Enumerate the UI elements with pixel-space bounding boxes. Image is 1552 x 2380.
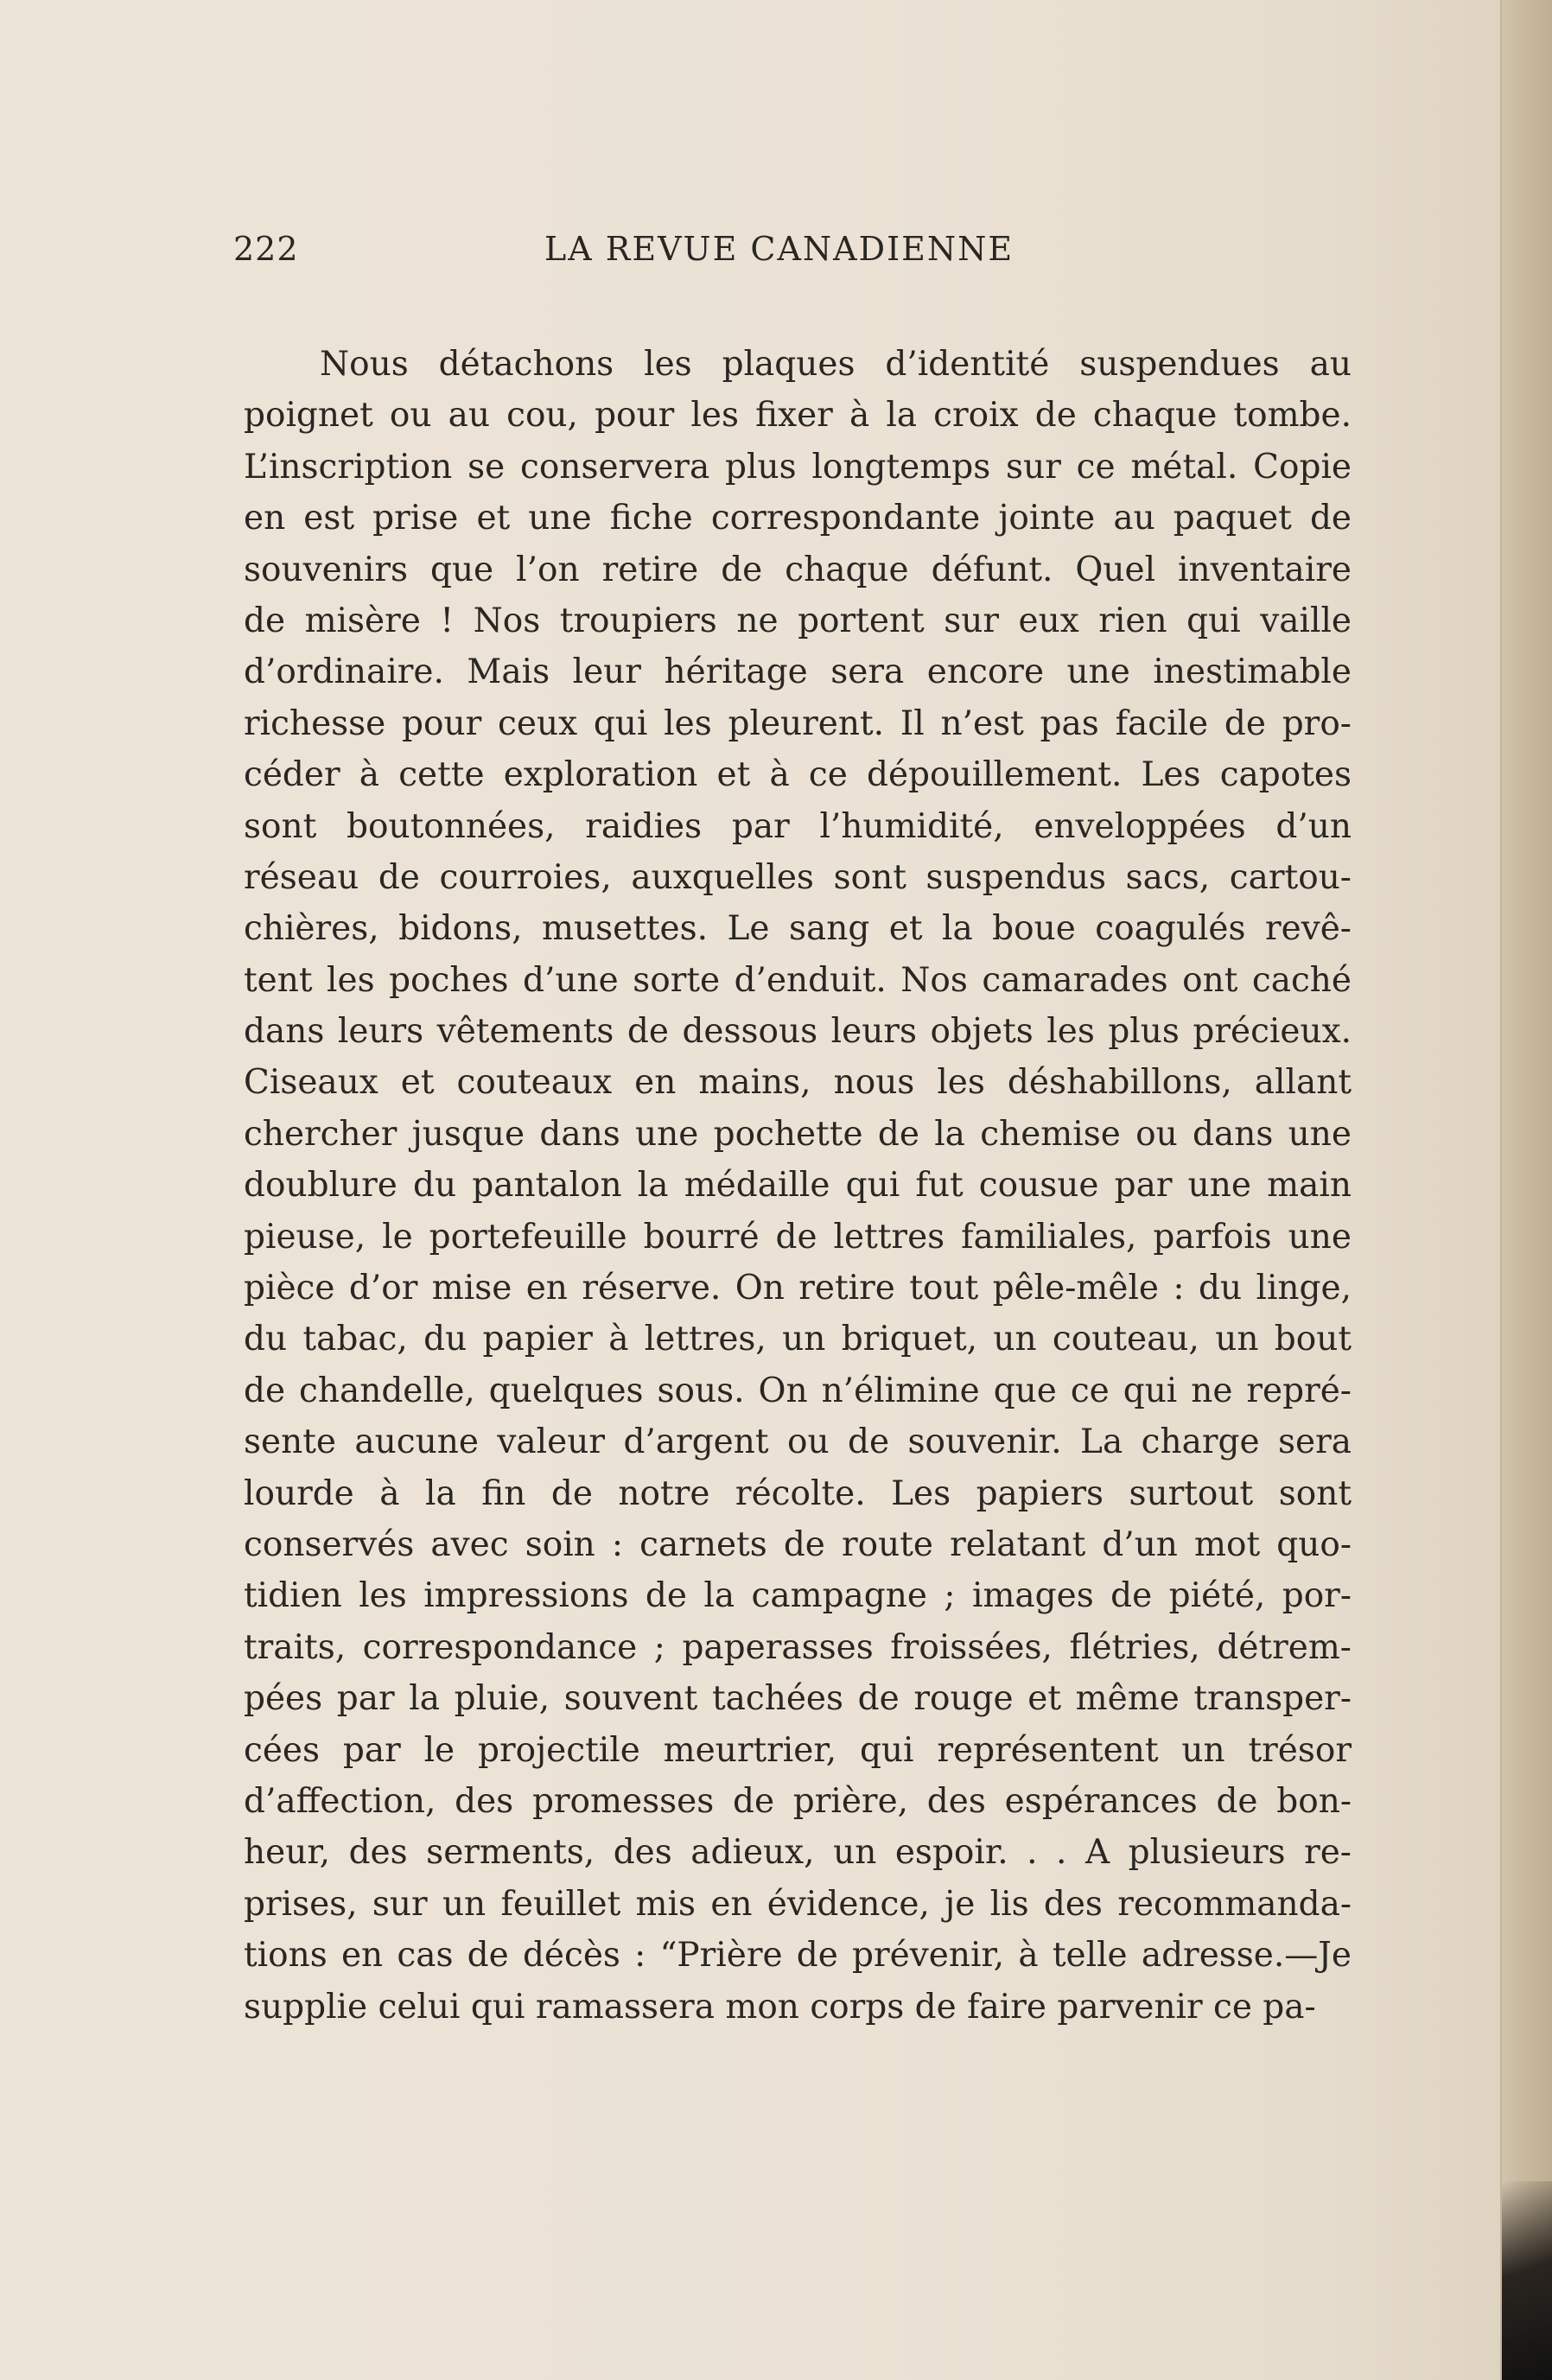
text-line: de chandelle, quelques sous. On n’élimine que ce qui ne repré- <box>244 1371 1352 1410</box>
text-line: sont boutonnées, raidies par l’humidité, enveloppées d’un <box>244 806 1352 846</box>
text-line: sente aucune valeur d’argent ou de souvenir. La charge sera <box>244 1422 1352 1462</box>
text-line: dans leurs vêtements de dessous leurs objets les plus précieux. <box>244 1012 1352 1052</box>
text-line: poignet ou au cou, pour les fixer à la croix de chaque tombe. <box>244 396 1352 436</box>
text-line: pées par la pluie, souvent tachées de rouge et même transper- <box>244 1679 1352 1719</box>
text-line: d’affection, des promesses de prière, des espérances de bon- <box>244 1781 1352 1821</box>
text-line: Nous détachons les plaques d’identité suspendues au <box>320 345 1352 384</box>
text-line: tions en cas de décès : “Prière de prévenir, à telle adresse.—Je <box>244 1936 1352 1976</box>
text-line: tent les poches d’une sorte d’enduit. Nos camarades ont caché <box>244 960 1352 1000</box>
text-line: réseau de courroies, auxquelles sont suspendus sacs, cartou- <box>244 857 1352 897</box>
text-line: souvenirs que l’on retire de chaque défunt. Quel inventaire <box>244 550 1352 589</box>
text-line: Ciseaux et couteaux en mains, nous les déshabillons, allant <box>244 1063 1352 1103</box>
text-line: doublure du pantalon la médaille qui fut cousue par une main <box>244 1166 1352 1206</box>
text-line: cées par le projectile meurtrier, qui représentent un trésor <box>244 1730 1352 1770</box>
text-line: chières, bidons, musettes. Le sang et la boue coagulés revê- <box>244 909 1352 949</box>
text-line: supplie celui qui ramassera mon corps de faire parvenir ce pa- <box>244 1987 1316 2027</box>
text-line: conservés avec soin : carnets de route relatant d’un mot quo- <box>244 1524 1352 1564</box>
text-line: céder à cette exploration et à ce dépouillement. Les capotes <box>244 755 1352 795</box>
text-line: d’ordinaire. Mais leur héritage sera encore une inestimable <box>244 652 1352 692</box>
text-line: L’inscription se conservera plus longtemps sur ce métal. Copie <box>244 447 1352 487</box>
page-binding-edge <box>1500 0 1552 2380</box>
text-line: du tabac, du papier à lettres, un briquet, un couteau, un bout <box>244 1320 1352 1359</box>
text-line: lourde à la fin de notre récolte. Les papiers surtout sont <box>244 1473 1352 1513</box>
page-number: 222 <box>233 230 299 268</box>
text-line: richesse pour ceux qui les pleurent. Il n’est pas facile de pro- <box>244 703 1352 743</box>
binding-shadow <box>1502 2181 1552 2380</box>
text-line: en est prise et une fiche correspondante jointe au paquet de <box>244 499 1352 538</box>
page-header <box>233 230 1357 273</box>
text-line: prises, sur un feuillet mis en évidence, je lis des recommanda- <box>244 1884 1352 1924</box>
text-line: de misère ! Nos troupiers ne portent sur eux rien qui vaille <box>244 601 1352 640</box>
text-line: heur, des serments, des adieux, un espoir. . . A plusieurs re- <box>244 1833 1352 1873</box>
body-paragraph <box>244 339 1352 2033</box>
text-line: pièce d’or mise en réserve. On retire tout pêle-mêle : du linge, <box>244 1269 1352 1308</box>
text-line: tidien les impressions de la campagne ; images de piété, por- <box>244 1576 1352 1616</box>
text-line: traits, correspondance ; paperasses froissées, flétries, détrem- <box>244 1627 1352 1667</box>
running-title: LA REVUE CANADIENNE <box>544 230 1015 268</box>
text-line: pieuse, le portefeuille bourré de lettres familiales, parfois une <box>244 1217 1352 1257</box>
text-line: chercher jusque dans une pochette de la chemise ou dans une <box>244 1114 1352 1154</box>
